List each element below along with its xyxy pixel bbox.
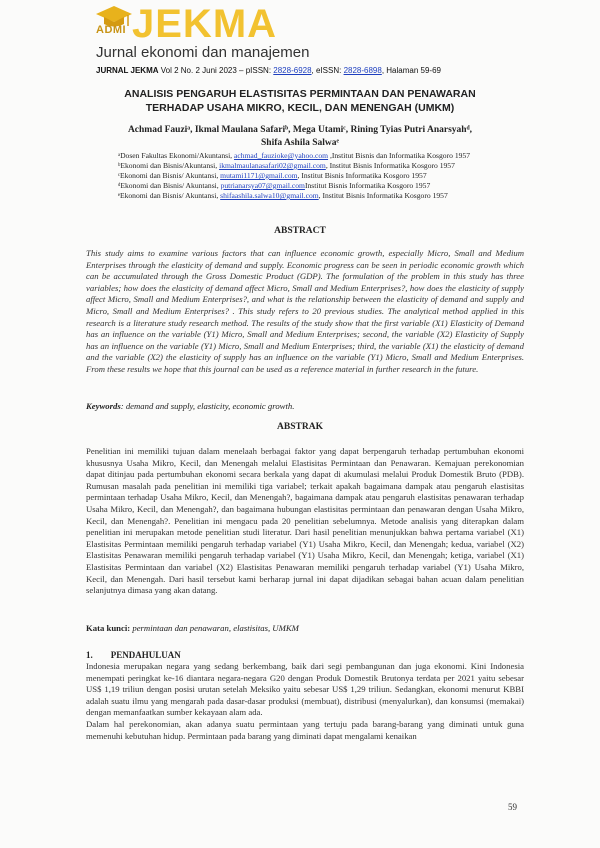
eissn-link[interactable]: 2828-6898 <box>343 66 382 75</box>
affiliation-a <box>118 151 470 161</box>
affiliation-b <box>118 161 455 171</box>
author-email-link[interactable]: ikmalmaulanasafari02@gmail.com <box>219 161 326 170</box>
affiliation-text: ᵉEkonomi dan Bisnis/ Akuntansi, <box>118 191 221 200</box>
keywords-text: : demand and supply, elasticity, economic growth. <box>120 401 295 411</box>
affiliation-text: ᶜEkonomi dan Bisnis/ Akuntansi, <box>118 171 221 180</box>
affiliation-institution: , Institut Bisnis Informatika Kosgoro 1957 <box>318 191 448 200</box>
author-email-link[interactable]: shifaashila.salwa10@gmail.com <box>220 191 319 200</box>
abstrak-body: Penelitian ini memiliki tujuan dalam menelaah berbagai faktor yang dapat berpengaruh terhadap pertumbuhan ekonomi khususnya Usaha Mikro, Kecil, dan Menengah melalui Elastisitas Permintaan dan Penawaran. Kemajuan perekonomian dapat ditinjau pada pertumbuhan ekonomi secara berkala yang dapat di akumulasi melalui Produk Domestik Bruto (PDB). Rumusan masalah pada penelitian ini memiliki tiga variabel; terkait apakah bagaimana dampak atau pengaruh elastisitas permintaan terhadap Usaha Mikro, Kecil, dan Menengah?, bagaimana dampak atau pengaruh elastisitas penawaran terhadap Usaha Mikro, Kecil, dan Menengah?, dan bagaimana hubungan elastisitas permintaan dan penawaran dengan Usaha Mikro, Kecil, dan Menengah?. Penelitian ini mengacu pada 20 penelitian sebelumnya. Metode analisis yang diterapkan dalam penelitian ini merupakan metode penelitian studi literatur. Dari hasil penelitian menunjukkan bahwa pertama variabel (X1) Elastisitas Permintaan memiliki pengaruh terhadap variabel (Y1) Usaha Mikro, Kecil, dan Menengah; kedua, variabel (X2) Elastisitas Penawaran memiliki pengaruh terhadap variabel (Y1) Usaha Mikro, Kecil, dan Menengah; ketiga, variabel (X1) Elastisitas Permintaan dan variabel (X2) Elastisitas Penawaran memiliki pengaruh terhadap variabel (Y1) Usaha Mikro, Kecil, dan Menengah. Dari hasil tersebut kami berharap jurnal ini dapat dijadikan sebagai bahan acuan dalam penelitian selanjutnya dimasa yang akan datang. <box>86 446 524 596</box>
abstract-heading: ABSTRACT <box>274 226 326 236</box>
journal-name: Jurnal ekonomi dan manajemen <box>96 44 310 61</box>
affiliation-c <box>118 171 427 181</box>
abstract-body: This study aims to examine various factors that can influence economic growth, especially Micro, Small and Medium Enterprises through the elasticity of demand and supply. Economic progress can be seen in periodic economic growth which can be accumulated through the Gross Domestic Product (GDP). The formulation of the problem in this study has three variables; how does the elasticity of demand affect Micro, Small and Medium Enterprises?, how does the elasticity of supply affect Micro, Small and Medium Enterprises?, and what is the relationship between the elasticity of demand and supply and Micro, Small and Medium Enterprises? . This study refers to 20 previous studies. The analytical method applied in this research is a literature study research method. The results of the study show that the first variable (X1) Elasticity of Demand has an influence on the variable (Y1) Micro, Small and Medium Enterprises; second, the variable (X2) Elasticity of Supply has an influence on the variable (Y1) Micro, Small and Medium Enterprises; third, the variable (X1) the elasticity of demand and the variable (X2) the elasticity of supply has an influence on the variable (Y1) Micro, Small and Medium Enterprises. From these results we hope that this journal can be used as a reference material in further research in the future. <box>86 248 524 374</box>
author-email-link[interactable]: achmad_fauzioke@yahoo.com <box>233 151 329 160</box>
intro-paragraph-2: Dalam hal perekonomian, akan adanya suatu permintaan yang tertuju pada barang-barang yang diminati untuk guna memenuhi kebutuhan hidup. Permintaan pada barang yang diminati dapat mengalami kenaikan <box>86 718 524 741</box>
affiliation-institution: Institut Bisnis Informatika Kosgoro 1957 <box>304 181 431 190</box>
journal-brand: JEKMA <box>132 2 278 46</box>
affiliation-institution: , Institut Bisnis Informatika Kosgoro 1957 <box>297 171 427 180</box>
authors-line-1: Achmad Fauziᵃ, Ikmal Maulana Safariᵇ, Mega Utamiᶜ, Rining Tyias Putri Anarsyahᵈ, <box>127 125 473 135</box>
affiliation-text: ᵇEkonomi dan Bisnis/Akuntansi, <box>118 161 220 170</box>
journal-label: JURNAL JEKMA <box>96 66 159 75</box>
pissn-link[interactable]: 2828-6928 <box>273 66 312 75</box>
logo-admi-text: ADMI <box>96 24 127 36</box>
section-title: PENDAHULUAN <box>110 650 181 660</box>
author-email-link[interactable]: mutami1171@gmail.com <box>220 171 298 180</box>
kata-kunci-line <box>86 623 524 633</box>
page-range: , Halaman 59-69 <box>381 66 441 75</box>
paper-title-line-2: TERHADAP USAHA MIKRO, KECIL, DAN MENENGAH (UMKM) <box>145 102 455 114</box>
section-number: 1. <box>86 650 93 660</box>
journal-volume-info: Vol 2 No. 2 Juni 2023 – pISSN: <box>160 66 274 75</box>
keywords-line <box>86 401 524 411</box>
kata-kunci-text: permintaan dan penawaran, elastisitas, UMKM <box>130 623 299 633</box>
paper-title-line-1: ANALISIS PENGARUH ELASTISITAS PERMINTAAN DAN PENAWARAN <box>124 88 476 100</box>
abstrak-heading: ABSTRAK <box>277 422 323 432</box>
keywords-label: Keywords <box>86 401 121 411</box>
page-number: 59 <box>508 802 517 812</box>
intro-body <box>86 661 524 742</box>
eissn-label: , eISSN: <box>311 66 344 75</box>
section-heading-pendahuluan <box>86 650 199 660</box>
journal-info-line <box>96 66 441 75</box>
authors-line-2: Shifa Ashila Salwaᵉ <box>261 138 339 148</box>
affiliation-d <box>118 181 430 191</box>
affiliation-text: ᵈEkonomi dan Bisnis/ Akuntansi, <box>118 181 221 190</box>
intro-paragraph-1: Indonesia merupakan negara yang sedang berkembang, baik dari segi pembangunan dan juga ekonomi. Kini Indonesia menempati peringkat ke-16 diantara negara-negara G20 dengan Produk Domestik Brutonya terdata per 2021 yaitu sebesar US$ 1,19 triliun dengan posisi urutan setelah Meksiko yaitu sebesar US$ 1,29 triliun. Sedangkan, ekonomi menurut KBBI adalah suatu ilmu yang mengarah pada dasar-dasar produksi (membuat), distribusi (menyalurkan), dan konsumsi (memakai) dengan memanfaatkan sumber kekayaan alam ada. <box>86 661 524 718</box>
author-email-link[interactable]: putrianarsya07@gmail.com <box>220 181 305 190</box>
kata-kunci-label: Kata kunci: <box>86 623 131 633</box>
affiliation-e <box>118 191 448 201</box>
affiliation-institution: ,Institut Bisnis dan Informatika Kosgoro 1957 <box>328 151 471 160</box>
affiliation-institution: , Institut Bisnis Informatika Kosgoro 1957 <box>325 161 455 170</box>
affiliation-text: ᵃDosen Fakultas Ekonomi/Akuntansi, <box>118 151 234 160</box>
